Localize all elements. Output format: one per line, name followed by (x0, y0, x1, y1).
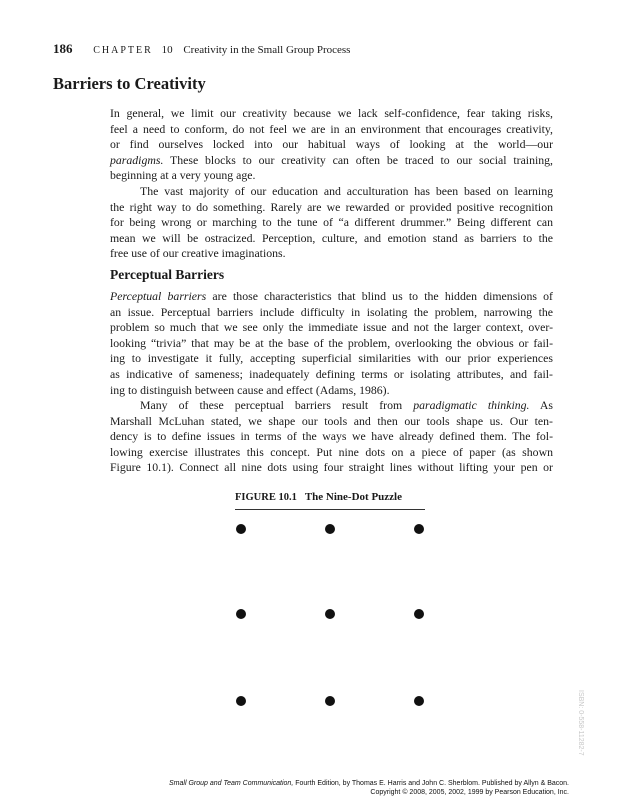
figure-title: The Nine-Dot Puzzle (304, 491, 402, 503)
puzzle-dot (236, 696, 246, 706)
chapter-label: CHAPTER (93, 45, 153, 56)
puzzle-dot (414, 696, 424, 706)
page-number: 186 (53, 41, 73, 56)
figure-label: FIGURE 10.1 (235, 492, 297, 503)
section-title: Barriers to Creativity (53, 74, 206, 93)
italic-term: paradigms. (110, 152, 164, 167)
chapter-title: Creativity in the Small Group Process (183, 44, 351, 56)
puzzle-dot (236, 609, 246, 619)
chapter-number: 10 (161, 44, 173, 56)
text-line: ing to investigate it fully, accepting superficial similarities with our prior experiences (110, 351, 553, 366)
text-line: an issue. Perceptual barriers include difficulty in isolating the problem, narrowing the (110, 304, 553, 319)
text-line: mean we will be ostracized. Perception, culture, and emotion stand as barriers to the (110, 230, 553, 245)
perceptual-paragraph-1 (110, 289, 553, 398)
puzzle-dot (414, 524, 424, 534)
intro-paragraph-1 (110, 106, 553, 184)
text-line: problem so much that we see only the immediate issue and not the larger context, over- (110, 320, 553, 335)
puzzle-dot (414, 609, 424, 619)
subsection-title: Perceptual Barriers (110, 267, 225, 282)
text-line: as indicative of sameness; inadequately defining terms or isolating attributes, and fail- (110, 366, 553, 381)
text-line: feel a need to conform, do not feel we are in an environment that encourages creativity, (110, 121, 553, 136)
text-line: or find ourselves locked into our habitual ways of looking at the world—our (110, 137, 553, 152)
text-line: looking “trivia” that may be at the base of the problem, overlooking the obvious or fail- (110, 335, 553, 350)
text-line: Many of these perceptual barriers result from paradigmatic thinking. As (140, 398, 553, 412)
figure-caption (235, 491, 425, 510)
text-line: dency is to define issues in terms of the ways we have already defined them. The fol- (110, 429, 553, 444)
text-line: free use of our creative imaginations. (110, 246, 286, 261)
puzzle-dot (236, 524, 246, 534)
text-line: Perceptual barriers are those characteristics that blind us to the hidden dimensions of (110, 289, 553, 303)
text-line: The vast majority of our education and acculturation has been based on learning (140, 184, 553, 198)
italic-term: paradigmatic thinking. (413, 398, 530, 412)
text-line: ing to distinguish between cause and effect (Adams, 1986). (110, 382, 390, 397)
footer-book-title: Small Group and Team Communication, (169, 780, 294, 787)
text-line: the right way to do something. Rarely are we rewarded or provided positive recognition (110, 199, 553, 214)
puzzle-dot (325, 609, 335, 619)
text-line: Figure 10.1). Connect all nine dots using four straight lines without lifting your pen or (110, 460, 553, 475)
italic-term: Perceptual barriers (110, 289, 207, 303)
footer-line-2: Copyright © 2008, 2005, 2002, 1999 by Pearson Education, Inc. (370, 789, 569, 796)
page-footer (169, 779, 569, 797)
text-line: In general, we limit our creativity because we lack self-confidence, fear taking risks, (110, 106, 553, 120)
text-line: beginning at a very young age. (110, 168, 256, 183)
isbn-watermark: ISBN: 0-558-11282-7 (577, 690, 584, 756)
puzzle-dot (325, 696, 335, 706)
text-line: lowing exercise illustrates this concept. Put nine dots on a piece of paper (as shown (110, 444, 553, 459)
text-line: for being wrong or marching to the tune of “a different drummer.” Being different can (110, 215, 553, 230)
footer-line-1: Small Group and Team Communication, Fourth Edition, by Thomas E. Harris and John C. Sherblom. Published by Allyn & Bacon. (169, 780, 569, 787)
text-line: Marshall McLuhan stated, we shape our tools and then our tools shape us. Our ten- (110, 413, 553, 428)
perceptual-paragraph-2 (110, 398, 553, 476)
puzzle-dot (325, 524, 335, 534)
text-line: paradigms. These blocks to our creativity can often be traced to our social training, (110, 152, 553, 167)
running-header (53, 41, 573, 57)
intro-paragraph-2 (110, 184, 553, 262)
